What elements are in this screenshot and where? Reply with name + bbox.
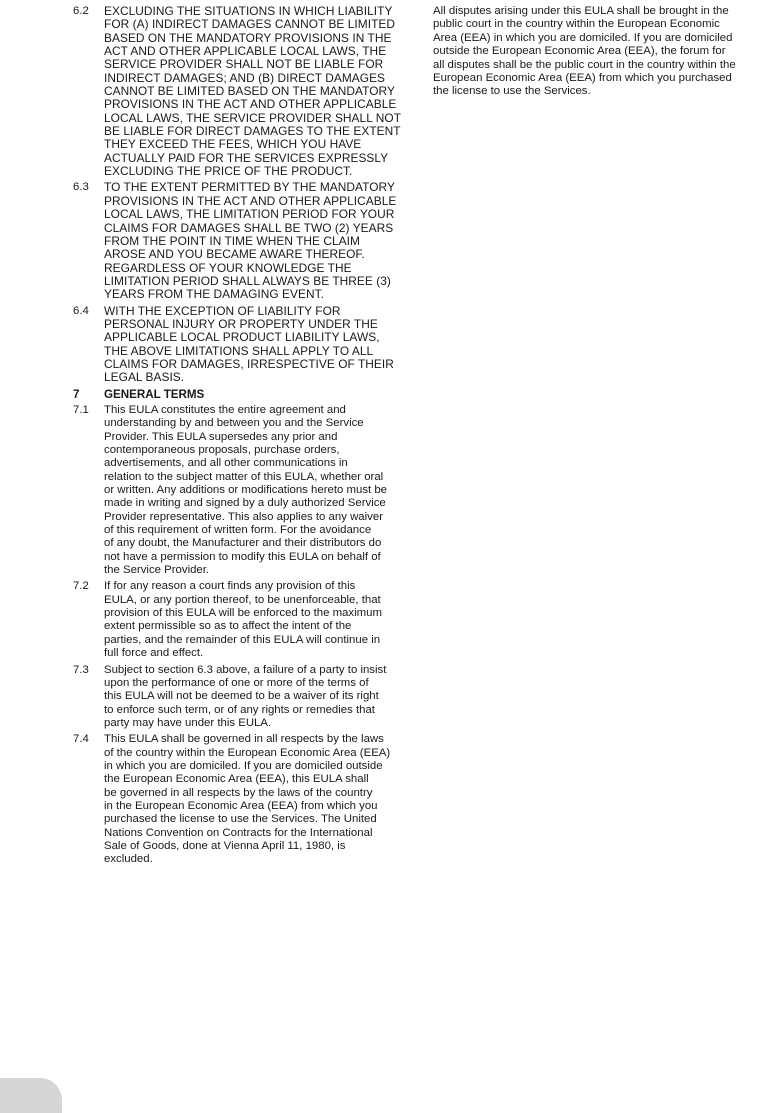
- disputes-paragraph: All disputes arising under this EULA shall be brought in the public court in the country within the European Economic Area (EEA) in which you are domiciled. If you are domiciled outside the European Economic Area (EEA), the forum for all disputes shall be the public court in the country within the European Economic Area (EEA) from which you purchased the license to use the Services.: [433, 5, 736, 98]
- clause-text: This EULA constitutes the entire agreement and understanding by and between you and the Service Provider. This EULA supersedes any prior and contemporaneous proposals, purchase orders, advertisements, and all other communications in relation to the subject matter of this EULA, whether oral or written. Any additions or modifications hereto must be made in writing and signed by a duly authorized Service Provider representative. This also applies to any waiver of this requirement of written form. For the avoidance of any doubt, the Manufacturer and their distributors do not have a permission to modify this EULA on behalf of the Service Provider.: [104, 403, 388, 577]
- section-number: 7: [73, 387, 80, 401]
- clause-number: 7.3: [73, 663, 89, 676]
- clause-number: 6.3: [73, 181, 89, 194]
- clause-7-2: [73, 580, 418, 660]
- clause-text: EXCLUDING THE SITUATIONS IN WHICH LIABILITY FOR (A) INDIRECT DAMAGES CANNOT BE LIMITED BASED ON THE MANDATORY PROVISIONS IN THE ACT AND OTHER APPLICABLE LOCAL LAWS, THE SERVICE PROVIDER SHALL NOT BE LIABLE FOR INDIRECT DAMAGES; AND (B) DIRECT DAMAGES CANNOT BE LIMITED BASED ON THE MANDATORY PROVISIONS IN THE ACT AND OTHER APPLICABLE LOCAL LAWS, THE SERVICE PROVIDER SHALL NOT BE LIABLE FOR DIRECT DAMAGES TO THE EXTENT THEY EXCEED THE FEES, WHICH YOU HAVE ACTUALLY PAID FOR THE SERVICES EXPRESSLY EXCLUDING THE PRICE OF THE PRODUCT.: [104, 4, 402, 179]
- clause-number: 6.2: [73, 5, 89, 17]
- section-title: GENERAL TERMS: [104, 387, 205, 401]
- clause-number: 6.4: [73, 304, 89, 317]
- clause-number: 7.4: [73, 733, 89, 746]
- clause-7-3: [73, 664, 418, 731]
- page-corner-tab: [0, 1078, 62, 1113]
- clause-7-1: [73, 404, 418, 577]
- clause-6-3: [73, 181, 418, 301]
- clause-text: TO THE EXTENT PERMITTED BY THE MANDATORY PROVISIONS IN THE ACT AND OTHER APPLICABLE LOCAL LAWS, THE LIMITATION PERIOD FOR YOUR CLAIMS FOR DAMAGES SHALL BE TWO (2) YEARS FROM THE POINT IN TIME WHEN THE CLAIM AROSE AND YOU BECAME AWARE THEREOF. REGARDLESS OF YOUR KNOWLEDGE THE LIMITATION PERIOD SHALL ALWAYS BE THREE (3) YEARS FROM THE DAMAGING EVENT.: [104, 180, 397, 302]
- clause-number: 7.2: [73, 580, 89, 593]
- clause-7-4: [73, 733, 418, 866]
- left-column: [73, 5, 418, 870]
- clause-6-2: [73, 5, 418, 178]
- right-column: [433, 5, 767, 99]
- clause-text: This EULA shall be governed in all respects by the laws of the country within the European Economic Area (EEA) in which you are domiciled. If you are domiciled outside the European Economic Area (EEA), this EULA shall be governed in all respects by the laws of the country in the European Economic Area (EEA) from which you purchased the license to use the Services. The United Nations Convention on Contracts for the International Sale of Goods, done at Vienna April 11, 1980, is excluded.: [104, 733, 391, 866]
- section-heading-7: [73, 388, 418, 401]
- clause-6-4: [73, 305, 418, 385]
- clause-text: WITH THE EXCEPTION OF LIABILITY FOR PERSONAL INJURY OR PROPERTY UNDER THE APPLICABLE LOCAL PRODUCT LIABILITY LAWS, THE ABOVE LIMITATIONS SHALL APPLY TO ALL CLAIMS FOR DAMAGES, IRRESPECTIVE OF THEIR LEGAL BASIS.: [104, 303, 394, 385]
- clause-number: 7.1: [73, 403, 89, 416]
- clause-text: Subject to section 6.3 above, a failure of a party to insist upon the performance of one or more of the terms of this EULA will not be deemed to be a waiver of its right to enforce such term, or of any rights or remedies that party may have under this EULA.: [104, 663, 387, 729]
- clause-text: If for any reason a court finds any provision of this EULA, or any portion thereof, to be unenforceable, that provision of this EULA will be enforced to the maximum extent permissible so as to affect the intent of the parties, and the remainder of this EULA will continue in full force and effect.: [104, 580, 382, 660]
